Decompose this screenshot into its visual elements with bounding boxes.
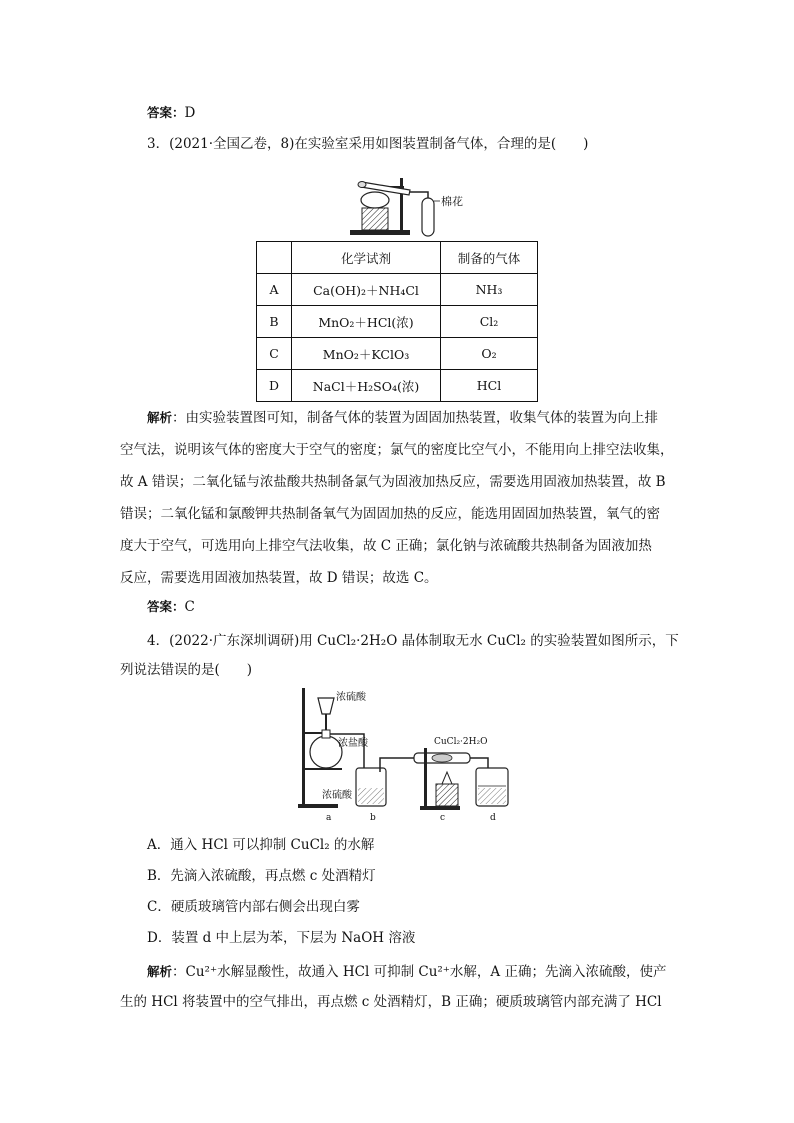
q3-stem: 3．(2021·全国乙卷，8)在实验室采用如图装置制备气体，合理的是( ) xyxy=(147,136,589,152)
q3-analysis-line: 错误；二氧化锰和氯酸钾共热制备氧气为固固加热的反应，能选用固固加热装置，氧气的密 xyxy=(120,506,660,522)
label-b: b xyxy=(370,813,376,823)
option-d: D．装置 d 中上层为苯，下层为 NaOH 溶液 xyxy=(147,930,416,946)
conc-hcl-label: 浓盐酸 xyxy=(338,738,368,749)
label-a: a xyxy=(326,813,332,823)
conc-h2so4-bottom-label: 浓硫酸 xyxy=(322,790,352,801)
q3-apparatus-figure xyxy=(340,168,470,240)
table-row xyxy=(257,306,538,338)
option-b: B．先滴入浓硫酸，再点燃 c 处酒精灯 xyxy=(147,868,376,884)
table-header-cell xyxy=(257,242,292,274)
cucl2-label: CuCl₂·2H₂O xyxy=(434,737,488,747)
q3-analysis-line: 度大于空气，可选用向上排空气法收集，故 C 正确；氯化钠与浓硫酸共热制备为固液加热 xyxy=(120,538,652,554)
analysis-text: ：由实验装置图可知，制备气体的装置为固固加热装置，收集气体的装置为向上排 xyxy=(172,410,659,426)
table-header-cell: 化学试剂 xyxy=(292,242,441,274)
answer-label: 答案： xyxy=(147,105,185,120)
q4-analysis-line xyxy=(147,963,707,981)
q3-answer xyxy=(147,598,707,616)
label-c: c xyxy=(440,813,446,823)
answer-value: D xyxy=(184,105,196,121)
q3-analysis-line: 空气法，说明该气体的密度大于空气的密度；氯气的密度比空气小，不能用向上排空法收集， xyxy=(120,442,674,458)
gas-cell: Cl₂ xyxy=(441,306,538,338)
gas-cell: O₂ xyxy=(441,338,538,370)
reagent-cell: MnO₂＋KClO₃ xyxy=(292,338,441,370)
option-cell: C xyxy=(257,338,292,370)
reagent-cell: NaCl＋H₂SO₄(浓) xyxy=(292,370,441,402)
table-row xyxy=(257,338,538,370)
q3-analysis-line xyxy=(147,409,707,427)
reagent-table xyxy=(256,241,538,402)
reagent-cell: MnO₂＋HCl(浓) xyxy=(292,306,441,338)
conc-h2so4-top-label: 浓硫酸 xyxy=(336,692,366,703)
option-c: C．硬质玻璃管内部右侧会出现白雾 xyxy=(147,899,360,915)
option-a: A．通入 HCl 可以抑制 CuCl₂ 的水解 xyxy=(147,837,375,853)
q3-analysis-line: 反应，需要选用固液加热装置，故 D 错误；故选 C。 xyxy=(120,570,438,586)
table-header-cell: 制备的气体 xyxy=(441,242,538,274)
table-row xyxy=(257,370,538,402)
cotton-label: 棉花 xyxy=(441,195,463,208)
q4-apparatus-figure xyxy=(296,688,526,824)
answer-label: 答案： xyxy=(147,599,185,614)
answer-value: C xyxy=(184,599,195,615)
q4-analysis-line: 生的 HCl 将装置中的空气排出，再点燃 c 处酒精灯，B 正确；硬质玻璃管内部充满了 HCl xyxy=(120,994,662,1010)
table-row xyxy=(257,274,538,306)
label-d: d xyxy=(490,813,496,823)
q3-analysis-line: 故 A 错误；二氧化锰与浓盐酸共热制备氯气为固液加热反应，需要选用固液加热装置，故 B xyxy=(120,474,666,490)
q4-stem: 列说法错误的是( ) xyxy=(120,662,253,678)
reagent-cell: Ca(OH)₂＋NH₄Cl xyxy=(292,274,441,306)
table-header-row xyxy=(257,242,538,274)
q2-answer xyxy=(147,104,707,122)
analysis-label: 解析 xyxy=(147,964,173,979)
gas-cell: NH₃ xyxy=(441,274,538,306)
option-cell: B xyxy=(257,306,292,338)
option-cell: D xyxy=(257,370,292,402)
gas-cell: HCl xyxy=(441,370,538,402)
analysis-text: ：Cu²⁺水解显酸性，故通入 HCl 可抑制 Cu²⁺水解，A 正确；先滴入浓硫酸，使产 xyxy=(172,964,667,980)
option-cell: A xyxy=(257,274,292,306)
q4-stem: 4．(2022·广东深圳调研)用 CuCl₂·2H₂O 晶体制取无水 CuCl₂ 的实验装置如图所示，下 xyxy=(147,633,679,649)
analysis-label: 解析 xyxy=(147,410,173,425)
